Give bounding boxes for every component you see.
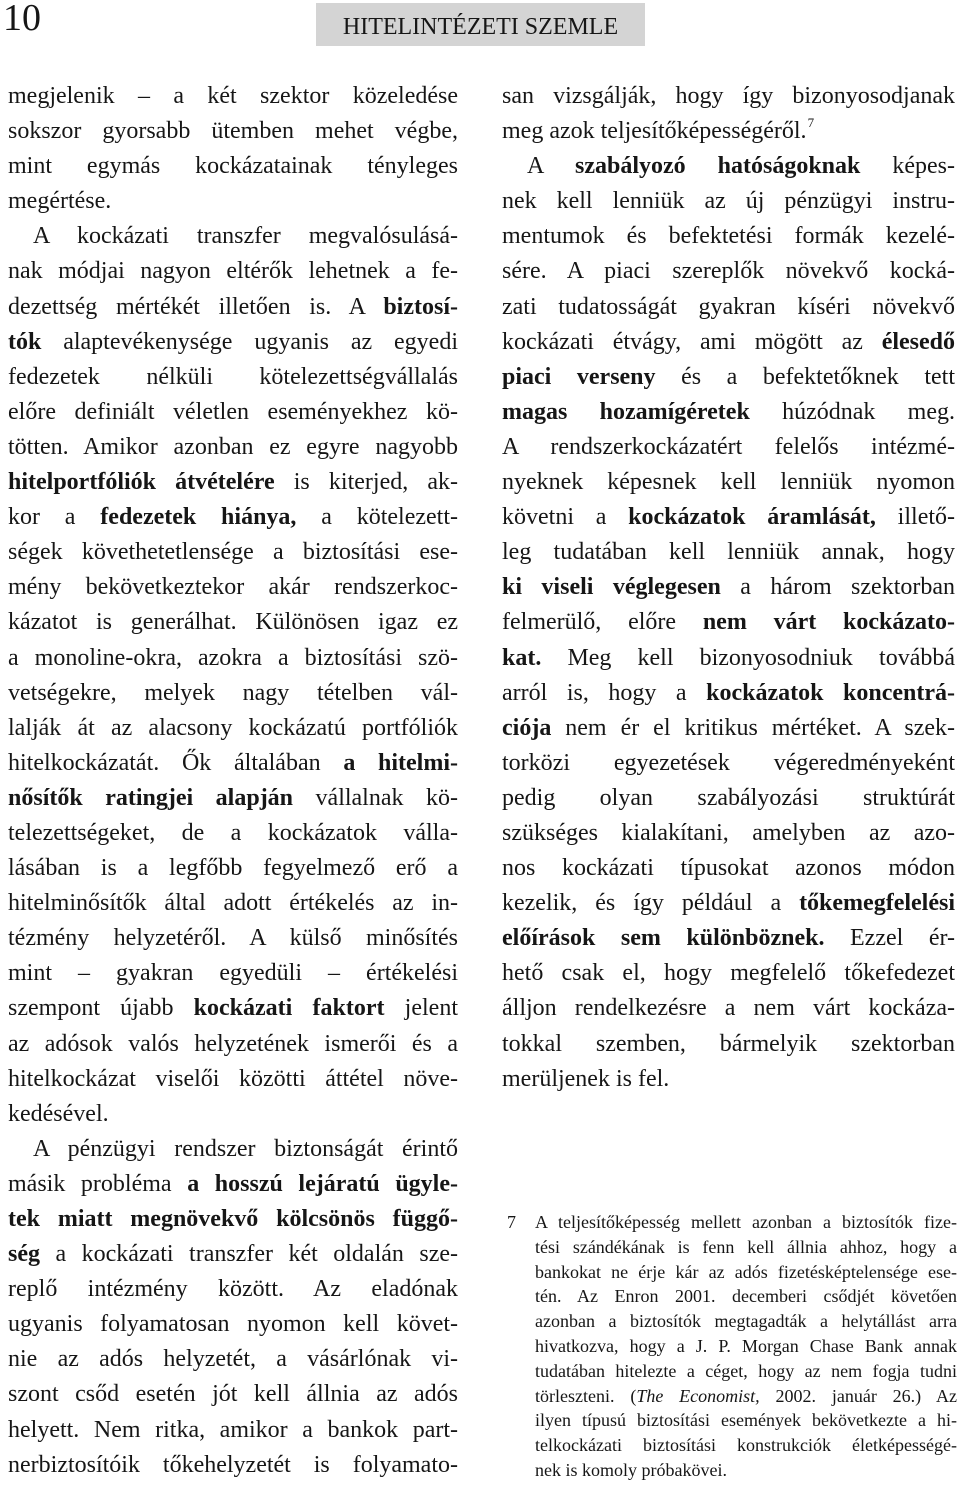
text-run: A teljesítőképesség mellett azonban a biztosítók fize- (535, 1212, 957, 1232)
text-run: helyett. Nem ritka, amikor a bankok part- (8, 1416, 458, 1443)
text-run: dezettség mértékét illetően is. A (8, 293, 384, 320)
bold-text: tőkemegfelelési (799, 890, 955, 917)
text-run: mény bekövetkeztekor akár rendszerkoc- (8, 574, 458, 601)
text-line (502, 290, 955, 325)
text-line (502, 641, 955, 676)
text-line (8, 500, 458, 535)
text-run: Ezzel ér- (824, 925, 955, 952)
text-run: zati tudatosságát gyakran kíséri növekvő (502, 293, 955, 320)
bold-text: a hitelmi- (343, 749, 458, 776)
text-line (8, 1062, 458, 1097)
text-line (8, 430, 458, 465)
footnote-number: 7 (507, 1212, 516, 1232)
text-run: mentumok és befektetési formák kezelé- (502, 223, 955, 250)
text-run: lalják át az alacsony kockázatú portfóliók (8, 714, 458, 741)
text-run: bankokat ne érje kár az adós fizetésképtelensége ese- (535, 1261, 957, 1282)
text-line (535, 1433, 957, 1458)
text-run: mint egymás kockázatainak tényleges (8, 153, 458, 180)
text-run: fedezetek nélküli kötelezettségvállalás (8, 363, 458, 390)
text-run: arról is, hogy a (502, 679, 707, 706)
text-run: alaptevékenysége ugyanis az egyedi (41, 328, 458, 355)
bold-text: piaci verseny (502, 363, 656, 390)
text-line (502, 570, 955, 605)
text-run: illető- (875, 504, 955, 531)
text-run: hitelkockázatát. Ők általában (8, 749, 344, 776)
footnote-text (535, 1210, 957, 1483)
text-line (502, 816, 955, 851)
text-run: kezelik, és így például a (502, 890, 800, 917)
bold-text: hitelportfóliók átvételére (8, 469, 275, 496)
bold-text: a hosszú lejáratú ügyle- (187, 1170, 458, 1197)
bold-text: nősítők ratingjei alapján (8, 784, 294, 811)
text-run: azonban a biztosítók megtagadták a helytállást arra (535, 1311, 957, 1332)
text-line (8, 641, 458, 676)
text-run: tési szándékának is fenn kell állnia ahhoz, hogy a (535, 1236, 957, 1257)
text-run: és a befektetőknek tett (655, 363, 955, 390)
text-line (502, 325, 955, 360)
text-line (535, 1309, 957, 1334)
text-line (502, 465, 955, 500)
bold-text: előírások sem különböznek. (502, 925, 825, 952)
text-run: 2002. január 26.) Az (759, 1385, 957, 1406)
text-run: A kockázati transzfer megvalósulásá- (33, 223, 458, 250)
text-line (8, 711, 458, 746)
text-run: nyeknek képesnek kell lenniük nyomon (502, 469, 955, 496)
text-line (8, 1413, 458, 1448)
text-line (8, 290, 458, 325)
text-run: ilyen típusú biztosítási események bekövetkezte a hi- (535, 1410, 957, 1431)
text-run: szükséges kialakítani, amelyben az azo- (502, 819, 955, 846)
text-run: telkockázati biztosítási konstrukciók életképességé- (535, 1435, 957, 1456)
text-run: kor a (8, 504, 101, 531)
text-line (8, 676, 458, 711)
text-run: leg tudatában kell lenniük annak, hogy (502, 539, 955, 566)
text-line (8, 1167, 458, 1202)
bold-text: fedezetek hiánya, (100, 504, 297, 531)
text-run: tötten. Amikor azonban ez egyre nagyobb (8, 433, 458, 460)
text-line (502, 886, 955, 921)
text-line (502, 711, 955, 746)
text-run: telezettségeket, de a kockázatok válla- (8, 819, 458, 846)
text-line (502, 851, 955, 886)
text-line (8, 1202, 458, 1237)
text-run: a kötelezett- (296, 504, 458, 531)
bold-text: ki viseli véglegesen (502, 574, 721, 601)
text-run: tén. Az Enron 2001. decemberi csődjét követően (535, 1286, 957, 1307)
text-line (535, 1210, 957, 1235)
text-line (502, 605, 955, 640)
text-run: követni a (502, 504, 629, 531)
bold-text: kockázati faktort (193, 995, 385, 1022)
text-line (502, 184, 955, 219)
text-line (535, 1334, 957, 1359)
text-run: húzódnak meg. (749, 398, 955, 425)
text-run: san vizsgálják, hogy így bizonyosodjanak (502, 83, 955, 109)
text-run: az adósok valós helyzetének ismerői és a (8, 1030, 458, 1057)
text-line (8, 1342, 458, 1377)
bold-text: tók (8, 328, 42, 355)
text-line (8, 746, 458, 781)
text-run: a kockázati transzfer két oldalán sze- (40, 1241, 458, 1268)
text-line (8, 184, 458, 219)
text-run: tézmény helyzetéről. A külső minősítés (8, 925, 458, 952)
text-run: szempont újabb (8, 995, 194, 1022)
text-line (8, 956, 458, 991)
text-run: nerbiztosítóik tőkehelyzetét is folyamato- (8, 1451, 458, 1478)
text-run: nak módjai nagyon eltérők lehetnek a fe- (8, 258, 458, 285)
text-run: mint – gyakran egyedüli – értékelési (8, 960, 458, 987)
text-run: a monoline-okra, azokra a biztosítási szö- (8, 644, 458, 671)
text-run: hitelminősítők által adott értékelés az in- (8, 890, 458, 917)
text-line (502, 79, 955, 114)
text-run: hető csak el, hogy megfelelő tőkefedezet (502, 960, 955, 987)
text-run: hitelkockázat viselői közötti áttétel növe- (8, 1065, 458, 1092)
left-column (8, 79, 458, 1483)
text-line (8, 535, 458, 570)
text-run: tudatában hitelezte a céget, hogy az nem fogja tudni (535, 1360, 957, 1381)
text-run: A pénzügyi rendszer biztonságát érintő (33, 1135, 458, 1162)
text-line (535, 1284, 957, 1309)
text-run: ugyanis folyamatosan nyomon kell követ- (8, 1311, 458, 1338)
text-line (8, 781, 458, 816)
text-line (502, 395, 955, 430)
bold-text: nem várt kockázato- (702, 609, 955, 636)
text-line (535, 1384, 957, 1409)
text-line (502, 500, 955, 535)
text-line (502, 781, 955, 816)
text-line (8, 149, 458, 184)
text-run: megjelenik – a két szektor közeledése (8, 83, 458, 109)
text-run: torközi egyezetések végeredményeként (502, 749, 955, 776)
text-line (8, 851, 458, 886)
text-line (8, 921, 458, 956)
text-line (502, 114, 955, 149)
text-run: kázatot is generálhat. Különösen igaz ez (8, 609, 458, 636)
text-line (502, 219, 955, 254)
text-run: A (527, 153, 575, 180)
text-line (502, 746, 955, 781)
text-line (8, 1132, 458, 1167)
text-line (8, 1237, 458, 1272)
bold-text: élesedő (881, 328, 955, 355)
text-line (8, 79, 458, 114)
text-line (8, 1272, 458, 1307)
text-run: nos kockázati típusokat azonos módon (502, 855, 955, 882)
text-run: kedésével. (8, 1100, 109, 1127)
text-line (502, 956, 955, 991)
text-line (502, 535, 955, 570)
right-column (502, 79, 955, 1097)
text-line (535, 1408, 957, 1433)
running-header (316, 3, 645, 46)
text-run: tokkal szemben, bármelyik szektorban (502, 1030, 955, 1057)
text-run: szont csőd esetén jót kell állnia az adós (8, 1381, 458, 1408)
text-line (8, 1307, 458, 1342)
text-run: replő intézmény között. Az eladónak (8, 1276, 458, 1303)
bold-text: ség (8, 1241, 40, 1268)
text-run: előre definiált véletlen eseményekhez kö- (8, 398, 458, 425)
text-line (8, 219, 458, 254)
text-line (502, 921, 955, 956)
text-line (8, 991, 458, 1026)
text-line (8, 114, 458, 149)
text-run: nem ér el kritikus mértéket. A szek- (551, 714, 955, 741)
page-number: 10 (3, 0, 41, 39)
text-run: nie az adós helyzetét, a vásárlónak vi- (8, 1346, 458, 1373)
text-run: hivatkozva, hogy a J. P. Morgan Chase Bank annak (535, 1335, 957, 1356)
text-line (8, 1027, 458, 1062)
text-line (535, 1359, 957, 1384)
text-line (502, 1027, 955, 1062)
text-line (8, 465, 458, 500)
text-line (8, 1097, 458, 1132)
text-line (8, 570, 458, 605)
bold-text: ciója (502, 714, 552, 741)
bold-text: kockázatok koncentrá- (706, 679, 956, 706)
text-run: vállalnak kö- (293, 784, 458, 811)
text-run: is kiterjed, ak- (274, 469, 458, 496)
text-run: vetségekre, melyek nagy tételben vál- (8, 679, 458, 706)
text-run: a három szektorban (720, 574, 956, 601)
text-run: nek is komoly próbakövei. (535, 1459, 727, 1480)
text-run: A rendszerkockázatért felelős intézmé- (502, 433, 955, 460)
bold-text: kockázatok áramlását, (628, 504, 876, 531)
text-line (8, 395, 458, 430)
text-run: kockázati étvágy, ami mögött az (502, 328, 882, 355)
bold-text: tek miatt megnövekvő kölcsönös függő- (8, 1206, 458, 1232)
text-line (502, 360, 955, 395)
text-run: lásában is a legfőbb fegyelmező erő a (8, 855, 458, 882)
text-run: Meg kell bizonyosodniuk továbbá (541, 644, 955, 671)
text-run: felmerülő, előre (502, 609, 703, 636)
text-run: meg azok teljesítőképességéről. (502, 118, 807, 145)
text-line (502, 254, 955, 289)
text-line (8, 1377, 458, 1412)
text-line (535, 1458, 957, 1483)
text-line (8, 360, 458, 395)
text-line (8, 325, 458, 360)
text-run: nek kell lenniük az új pénzügyi instru- (502, 188, 955, 215)
text-run: ségek követhetetlensége a biztosítási ese- (8, 539, 458, 566)
text-line (502, 991, 955, 1026)
text-line (8, 1448, 458, 1483)
bold-text: szabályozó hatóságoknak (575, 153, 861, 180)
text-line (535, 1260, 957, 1285)
text-run: sére. A piaci szereplők növekvő kocká- (502, 258, 955, 285)
text-run: megértése. (8, 188, 112, 215)
text-line (502, 430, 955, 465)
text-line (502, 676, 955, 711)
text-line (8, 886, 458, 921)
bold-text: magas hozamígéretek (502, 398, 750, 425)
italic-text: The Economist, (636, 1385, 760, 1406)
text-line (8, 254, 458, 289)
text-run: képes- (860, 153, 955, 180)
text-run: merüljenek is fel. (502, 1065, 670, 1092)
text-run: pedig olyan szabályozási struktúrát (502, 784, 955, 811)
bold-text: kat. (502, 644, 542, 671)
text-line (502, 149, 955, 184)
journal-title: HITELINTÉZETI SZEMLE (342, 14, 619, 40)
text-run: jelent (384, 995, 458, 1022)
text-line (502, 1062, 955, 1097)
text-run: sokszor gyorsabb ütemben mehet végbe, (8, 118, 458, 145)
text-line (535, 1235, 957, 1260)
footnote-reference: 7 (807, 115, 815, 131)
text-line (8, 605, 458, 640)
text-run: törleszteni. ( (535, 1385, 637, 1406)
text-run: álljon rendelkezésre a nem várt kockáza- (502, 995, 955, 1022)
text-run: másik probléma (8, 1170, 188, 1197)
bold-text: biztosí- (383, 293, 458, 320)
text-line (8, 816, 458, 851)
